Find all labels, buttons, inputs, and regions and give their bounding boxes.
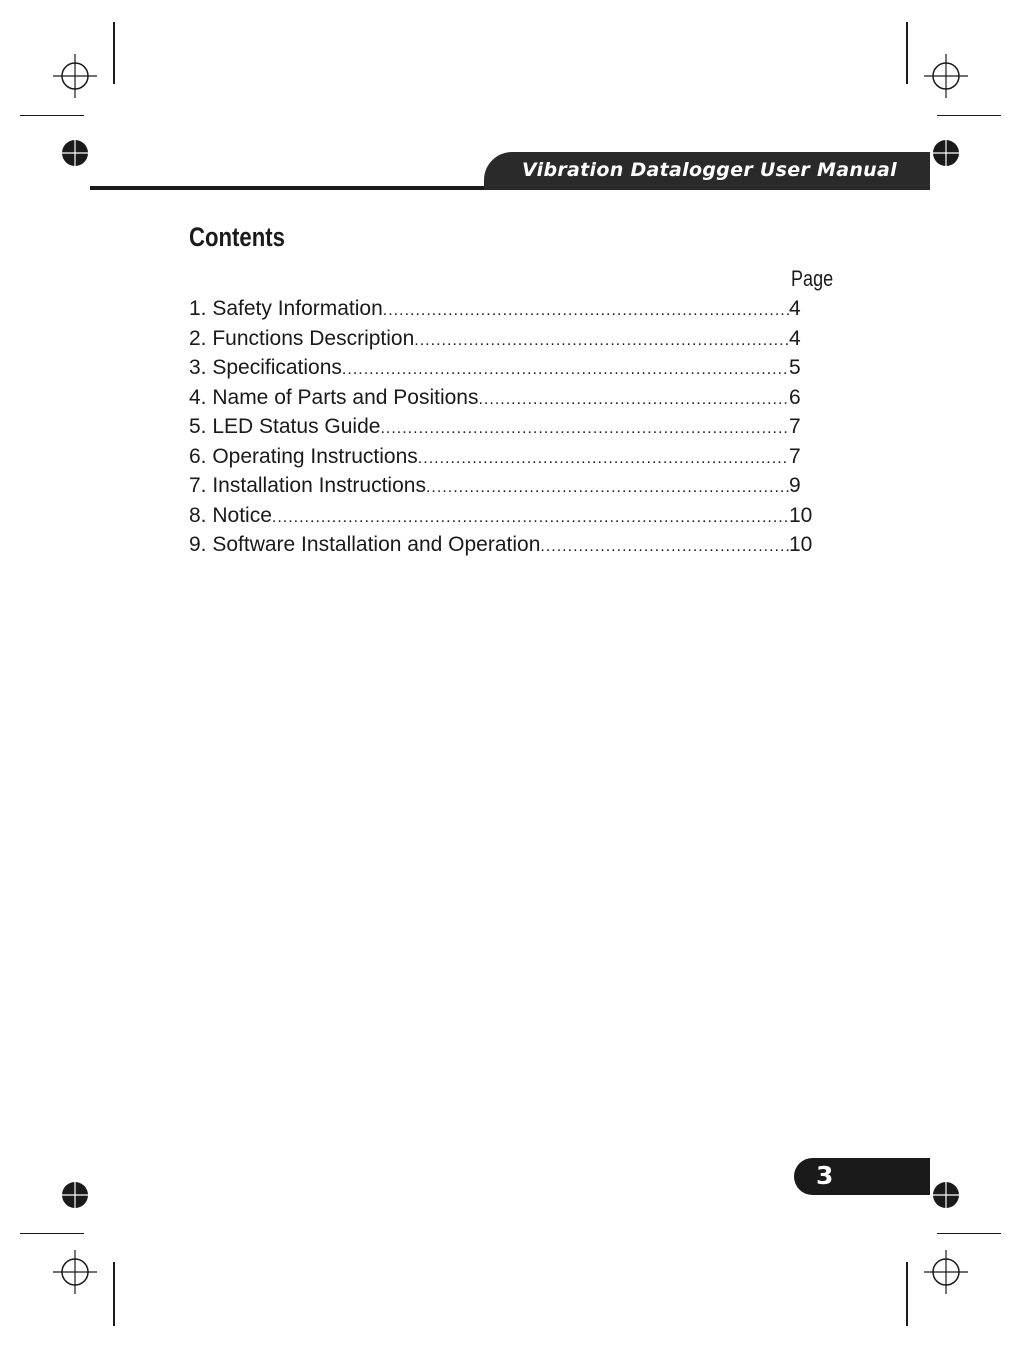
toc-entry[interactable] (189, 412, 829, 442)
dot-leader (414, 326, 789, 356)
toc-entry[interactable] (189, 324, 829, 354)
crop-mark-line (906, 1262, 908, 1326)
toc-entry-title: 2. Functions Description (189, 326, 415, 350)
toc-entry-title: 9. Software Installation and Operation (189, 533, 541, 556)
toc-entry-page: 10 (789, 503, 813, 527)
registration-dot-icon (61, 139, 89, 167)
page-number: 3 (816, 1161, 834, 1190)
toc-entry[interactable] (189, 294, 829, 324)
toc-entry-page: 5 (789, 356, 801, 379)
toc-entry-page: 10 (789, 533, 813, 556)
page-number-tab (794, 1158, 930, 1195)
dot-leader (380, 414, 789, 444)
toc-entry-page: 7 (789, 415, 801, 438)
crop-mark-line (113, 1262, 115, 1326)
toc-entry-title: 7. Installation Instructions (189, 474, 426, 497)
registration-crosshair-icon (924, 54, 968, 98)
dot-leader (426, 473, 789, 503)
toc-entry-title: 4. Name of Parts and Positions (189, 385, 479, 409)
registration-dot-icon (932, 139, 960, 167)
page-column-label: Page (791, 266, 834, 291)
registration-dot-icon (61, 1181, 89, 1209)
toc-entry-title: 1. Safety Information (189, 297, 383, 320)
toc-entry-page: 4 (789, 326, 801, 350)
toc-entry[interactable] (189, 383, 829, 413)
crop-mark-line (113, 22, 115, 84)
registration-crosshair-icon (53, 54, 97, 98)
crop-mark-line (20, 115, 84, 116)
toc-entry-page: 9 (789, 474, 801, 497)
header-tab (484, 152, 930, 190)
toc-entry[interactable] (189, 501, 829, 531)
toc-entry[interactable] (189, 353, 829, 383)
toc-entry-title: 3. Specifications (189, 356, 342, 379)
crop-mark-line (937, 115, 1001, 116)
toc-entry-title: 5. LED Status Guide (189, 415, 381, 438)
toc-entry-title: 6. Operating Instructions (189, 444, 418, 468)
toc-entry-page: 6 (789, 385, 801, 409)
registration-crosshair-icon (924, 1250, 968, 1294)
crop-mark-line (906, 22, 908, 84)
toc-entry-page: 4 (789, 297, 801, 320)
crop-mark-line (20, 1233, 84, 1234)
dot-leader (342, 355, 789, 385)
dot-leader (383, 296, 789, 326)
contents-heading: Contents (189, 222, 285, 252)
dot-leader (540, 532, 789, 562)
toc-entry[interactable] (189, 442, 829, 472)
toc-entry[interactable] (189, 530, 829, 560)
toc-entry-page: 7 (789, 444, 801, 468)
dot-leader (418, 444, 789, 474)
crop-mark-line (937, 1233, 1001, 1234)
dot-leader (272, 503, 789, 533)
registration-crosshair-icon (53, 1250, 97, 1294)
table-of-contents (189, 294, 829, 560)
toc-entry[interactable] (189, 471, 829, 501)
dot-leader (478, 385, 789, 415)
toc-entry-title: 8. Notice (189, 503, 272, 527)
registration-dot-icon (932, 1181, 960, 1209)
manual-title: Vibration Datalogger User Manual (522, 159, 897, 181)
